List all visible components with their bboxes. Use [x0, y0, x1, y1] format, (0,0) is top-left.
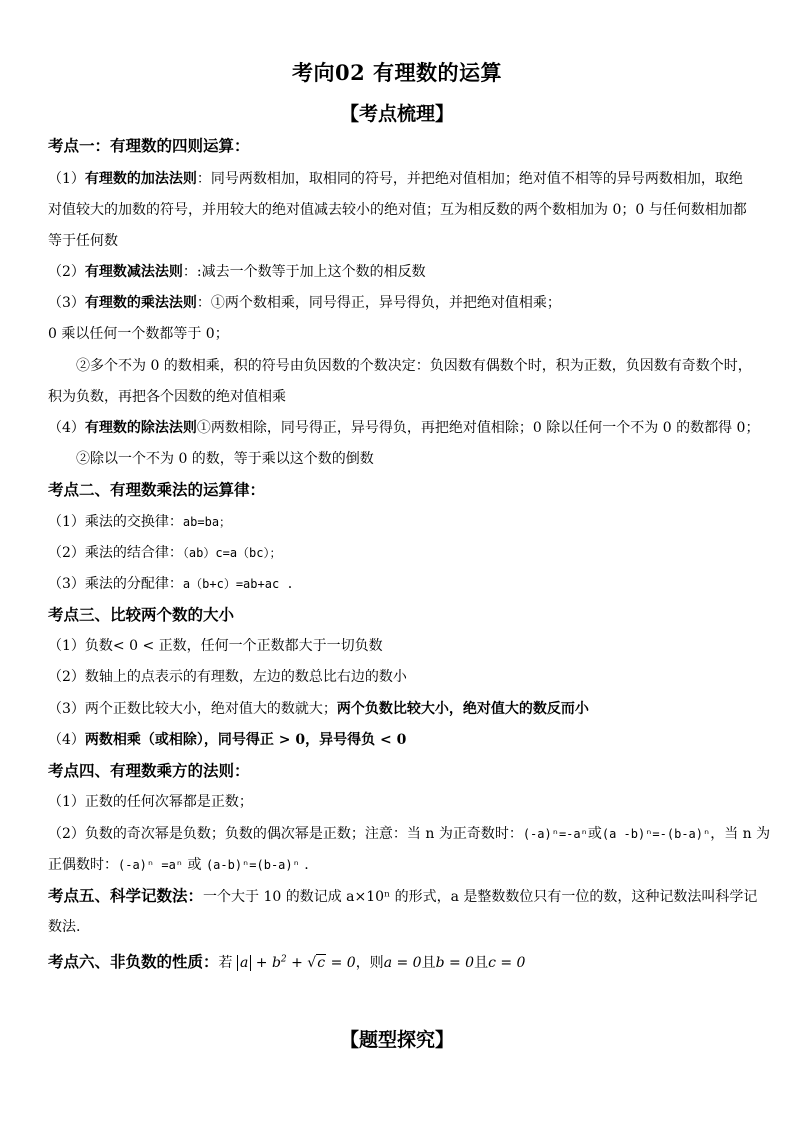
k1-add-rule-cont2: 等于任何数	[48, 233, 118, 249]
k2-commutative: （1）乘法的交换律：ab=ba；	[48, 514, 232, 530]
k4-item-2: （2）负数的奇次幂是负数；负数的偶次幂是正数；注意：当 n 为正奇数时：(-a)ⁿ=-aⁿ或(a -b)ⁿ=-(b-a)ⁿ，当 n 为	[48, 826, 771, 842]
k1-mul-rule-cont3: 积为负数，再把各个因数的绝对值相乘	[48, 389, 286, 405]
k1-add-rule-cont: 对值较大的加数的符号，并用较大的绝对值减去较小的绝对值；互为相反数的两个数相加为 0；0 与任何数相加都	[48, 202, 747, 218]
k1-add-rule: （1）有理数的加法法则：同号两数相加，取相同的符号，并把绝对值相加；绝对值不相等的异号两数相加，取绝	[48, 171, 743, 187]
k4-item-2-cont: 正偶数时：(-a)ⁿ =aⁿ 或 (a-b)ⁿ=(b-a)ⁿ .	[48, 857, 309, 873]
k5-paragraph-cont: 数法.	[48, 919, 81, 935]
k3-item-4: （4）两数相乘（或相除），同号得正 > 0，异号得负 < 0	[48, 732, 407, 748]
k2-distributive: （3）乘法的分配律：a（b+c）=ab+ac .	[48, 576, 294, 592]
k1-mul-rule: （3）有理数的乘法法则：①两个数相乘，同号得正，异号得负，并把绝对值相乘；	[48, 295, 561, 311]
k6-formula-b: b = 0	[435, 955, 475, 971]
page-title: 考向02 有理数的运算	[291, 60, 503, 85]
k1-div-rule-cont: ②除以一个不为 0 的数，等于乘以这个数的倒数	[76, 451, 374, 467]
k3-heading: 考点三、比较两个数的大小	[48, 605, 235, 624]
k6-formula-a: a = 0	[383, 955, 422, 971]
k1-mul-rule-cont2: ②多个不为 0 的数相乘，积的符号由负因数的个数决定：负因数有偶数个时，积为正数，负因数有奇数个时，	[76, 358, 752, 374]
k4-item-1: （1）正数的任何次幂都是正数；	[48, 794, 253, 810]
k5-paragraph: 考点五、科学记数法：一个大于 10 的数记成 a×10ⁿ 的形式，a 是整数数位只有一位的数，这种记数法叫科学记	[48, 886, 758, 905]
k3-item-2: （2）数轴上的点表示的有理数，左边的数总比右边的数小	[48, 669, 407, 685]
k1-div-rule: （4）有理数的除法法则①两数相除，同号得正，异号得负，再把绝对值相除；0 除以任何一个不为 0 的数都得 0；	[48, 420, 760, 436]
k3-item-1: （1）负数< 0 < 正数，任何一个正数都大于一切负数	[48, 638, 383, 654]
k1-mul-rule-cont: 0 乘以任何一个数都等于 0；	[48, 326, 229, 342]
k2-heading: 考点二、有理数乘法的运算律：	[48, 480, 266, 499]
k2-associative: （2）乘法的结合律：（ab）c=a（bc）；	[48, 545, 282, 561]
section-heading-questions: 【题型探究】	[339, 1029, 454, 1051]
section-heading-review: 【考点梳理】	[339, 103, 454, 125]
k3-item-3: （3）两个正数比较大小，绝对值大的数就大；两个负数比较大小，绝对值大的数反而小	[48, 701, 589, 717]
k6-paragraph: 考点六、非负数的性质：若 $a + b^2$ + √ c = 0，则a = 0且b = 0且c = 0	[48, 953, 752, 972]
k1-heading: 考点一：有理数的四则运算：	[48, 136, 250, 155]
k6-formula-c: c = 0	[488, 955, 526, 971]
k1-sub-rule: （2）有理数减法法则：:减去一个数等于加上这个数的相反数	[48, 264, 426, 280]
k4-heading: 考点四、有理数乘方的法则：	[48, 761, 250, 780]
k6-formula-condition: $a + b^2$ + √ c = 0	[237, 955, 356, 971]
